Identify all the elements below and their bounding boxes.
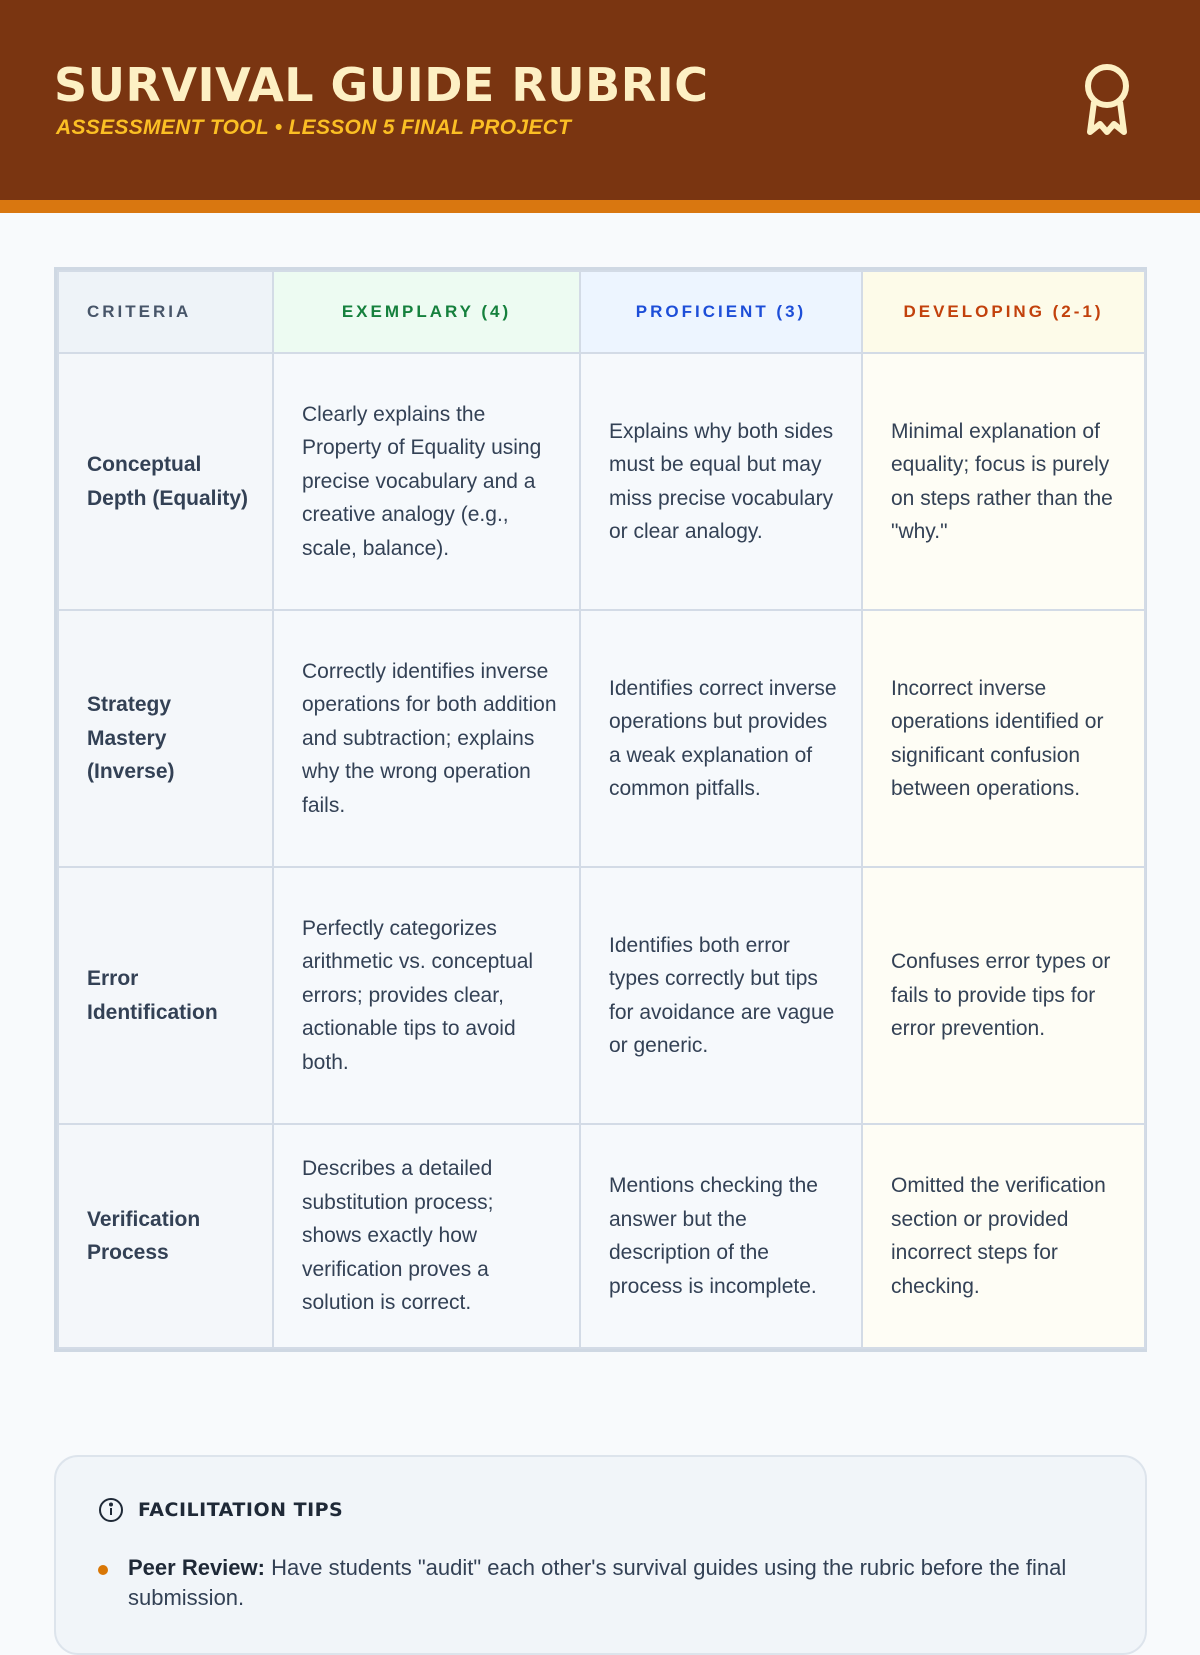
- table-row: [58, 867, 1145, 1124]
- tip-text-wrapper: [128, 1553, 1098, 1613]
- column-header-exemplary: EXEMPLARY (4): [273, 271, 580, 353]
- developing-cell: Confuses error types or fails to provide tips for error prevention.: [862, 867, 1145, 1124]
- exemplary-cell: Perfectly categorizes arithmetic vs. conceptual errors; provides clear, actionable tips to avoid both.: [273, 867, 580, 1124]
- criteria-cell: Conceptual Depth (Equality): [58, 353, 273, 610]
- tips-header: [98, 1497, 343, 1523]
- list-item: [98, 1553, 1098, 1613]
- header-banner: [0, 0, 1200, 200]
- criteria-cell: Error Identification: [58, 867, 273, 1124]
- proficient-cell: Mentions checking the answer but the description of the process is incomplete.: [580, 1124, 862, 1348]
- developing-cell: Incorrect inverse operations identified or significant confusion between operations.: [862, 610, 1145, 867]
- exemplary-cell: Correctly identifies inverse operations for both addition and subtraction; explains why the wrong operation fails.: [273, 610, 580, 867]
- column-header-criteria: CRITERIA: [58, 271, 273, 353]
- column-header-proficient: PROFICIENT (3): [580, 271, 862, 353]
- table-row: [58, 1124, 1145, 1348]
- exemplary-cell: Describes a detailed substitution process; shows exactly how verification proves a solution is correct.: [273, 1124, 580, 1348]
- info-icon: [98, 1497, 124, 1523]
- proficient-cell: Identifies both error types correctly but tips for avoidance are vague or generic.: [580, 867, 862, 1124]
- page-title: SURVIVAL GUIDE RUBRIC: [54, 58, 709, 112]
- criteria-cell: Strategy Mastery (Inverse): [58, 610, 273, 867]
- table-row: [58, 353, 1145, 610]
- tip-label: Peer Review:: [128, 1555, 265, 1580]
- header-accent-bar: [0, 200, 1200, 213]
- table-header-row: [58, 271, 1145, 353]
- exemplary-cell: Clearly explains the Property of Equality using precise vocabulary and a creative analogy (e.g., scale, balance).: [273, 353, 580, 610]
- tip-text: Have students "audit" each other's survival guides using the rubric before the final submission.: [128, 1555, 1067, 1610]
- tips-title: FACILITATION TIPS: [138, 1499, 344, 1521]
- column-header-developing: DEVELOPING (2-1): [862, 271, 1145, 353]
- developing-cell: Minimal explanation of equality; focus is purely on steps rather than the "why.": [862, 353, 1145, 610]
- rubric-table: [54, 267, 1147, 1352]
- facilitation-tips-card: [54, 1455, 1147, 1655]
- table-row: [58, 610, 1145, 867]
- criteria-cell: Verification Process: [58, 1124, 273, 1348]
- developing-cell: Omitted the verification section or provided incorrect steps for checking.: [862, 1124, 1145, 1348]
- proficient-cell: Explains why both sides must be equal but may miss precise vocabulary or clear analogy.: [580, 353, 862, 610]
- page-subtitle: ASSESSMENT TOOL • LESSON 5 FINAL PROJECT: [56, 116, 572, 139]
- proficient-cell: Identifies correct inverse operations but provides a weak explanation of common pitfalls.: [580, 610, 862, 867]
- award-ribbon-icon: [1082, 62, 1132, 138]
- bullet-icon: [98, 1565, 108, 1575]
